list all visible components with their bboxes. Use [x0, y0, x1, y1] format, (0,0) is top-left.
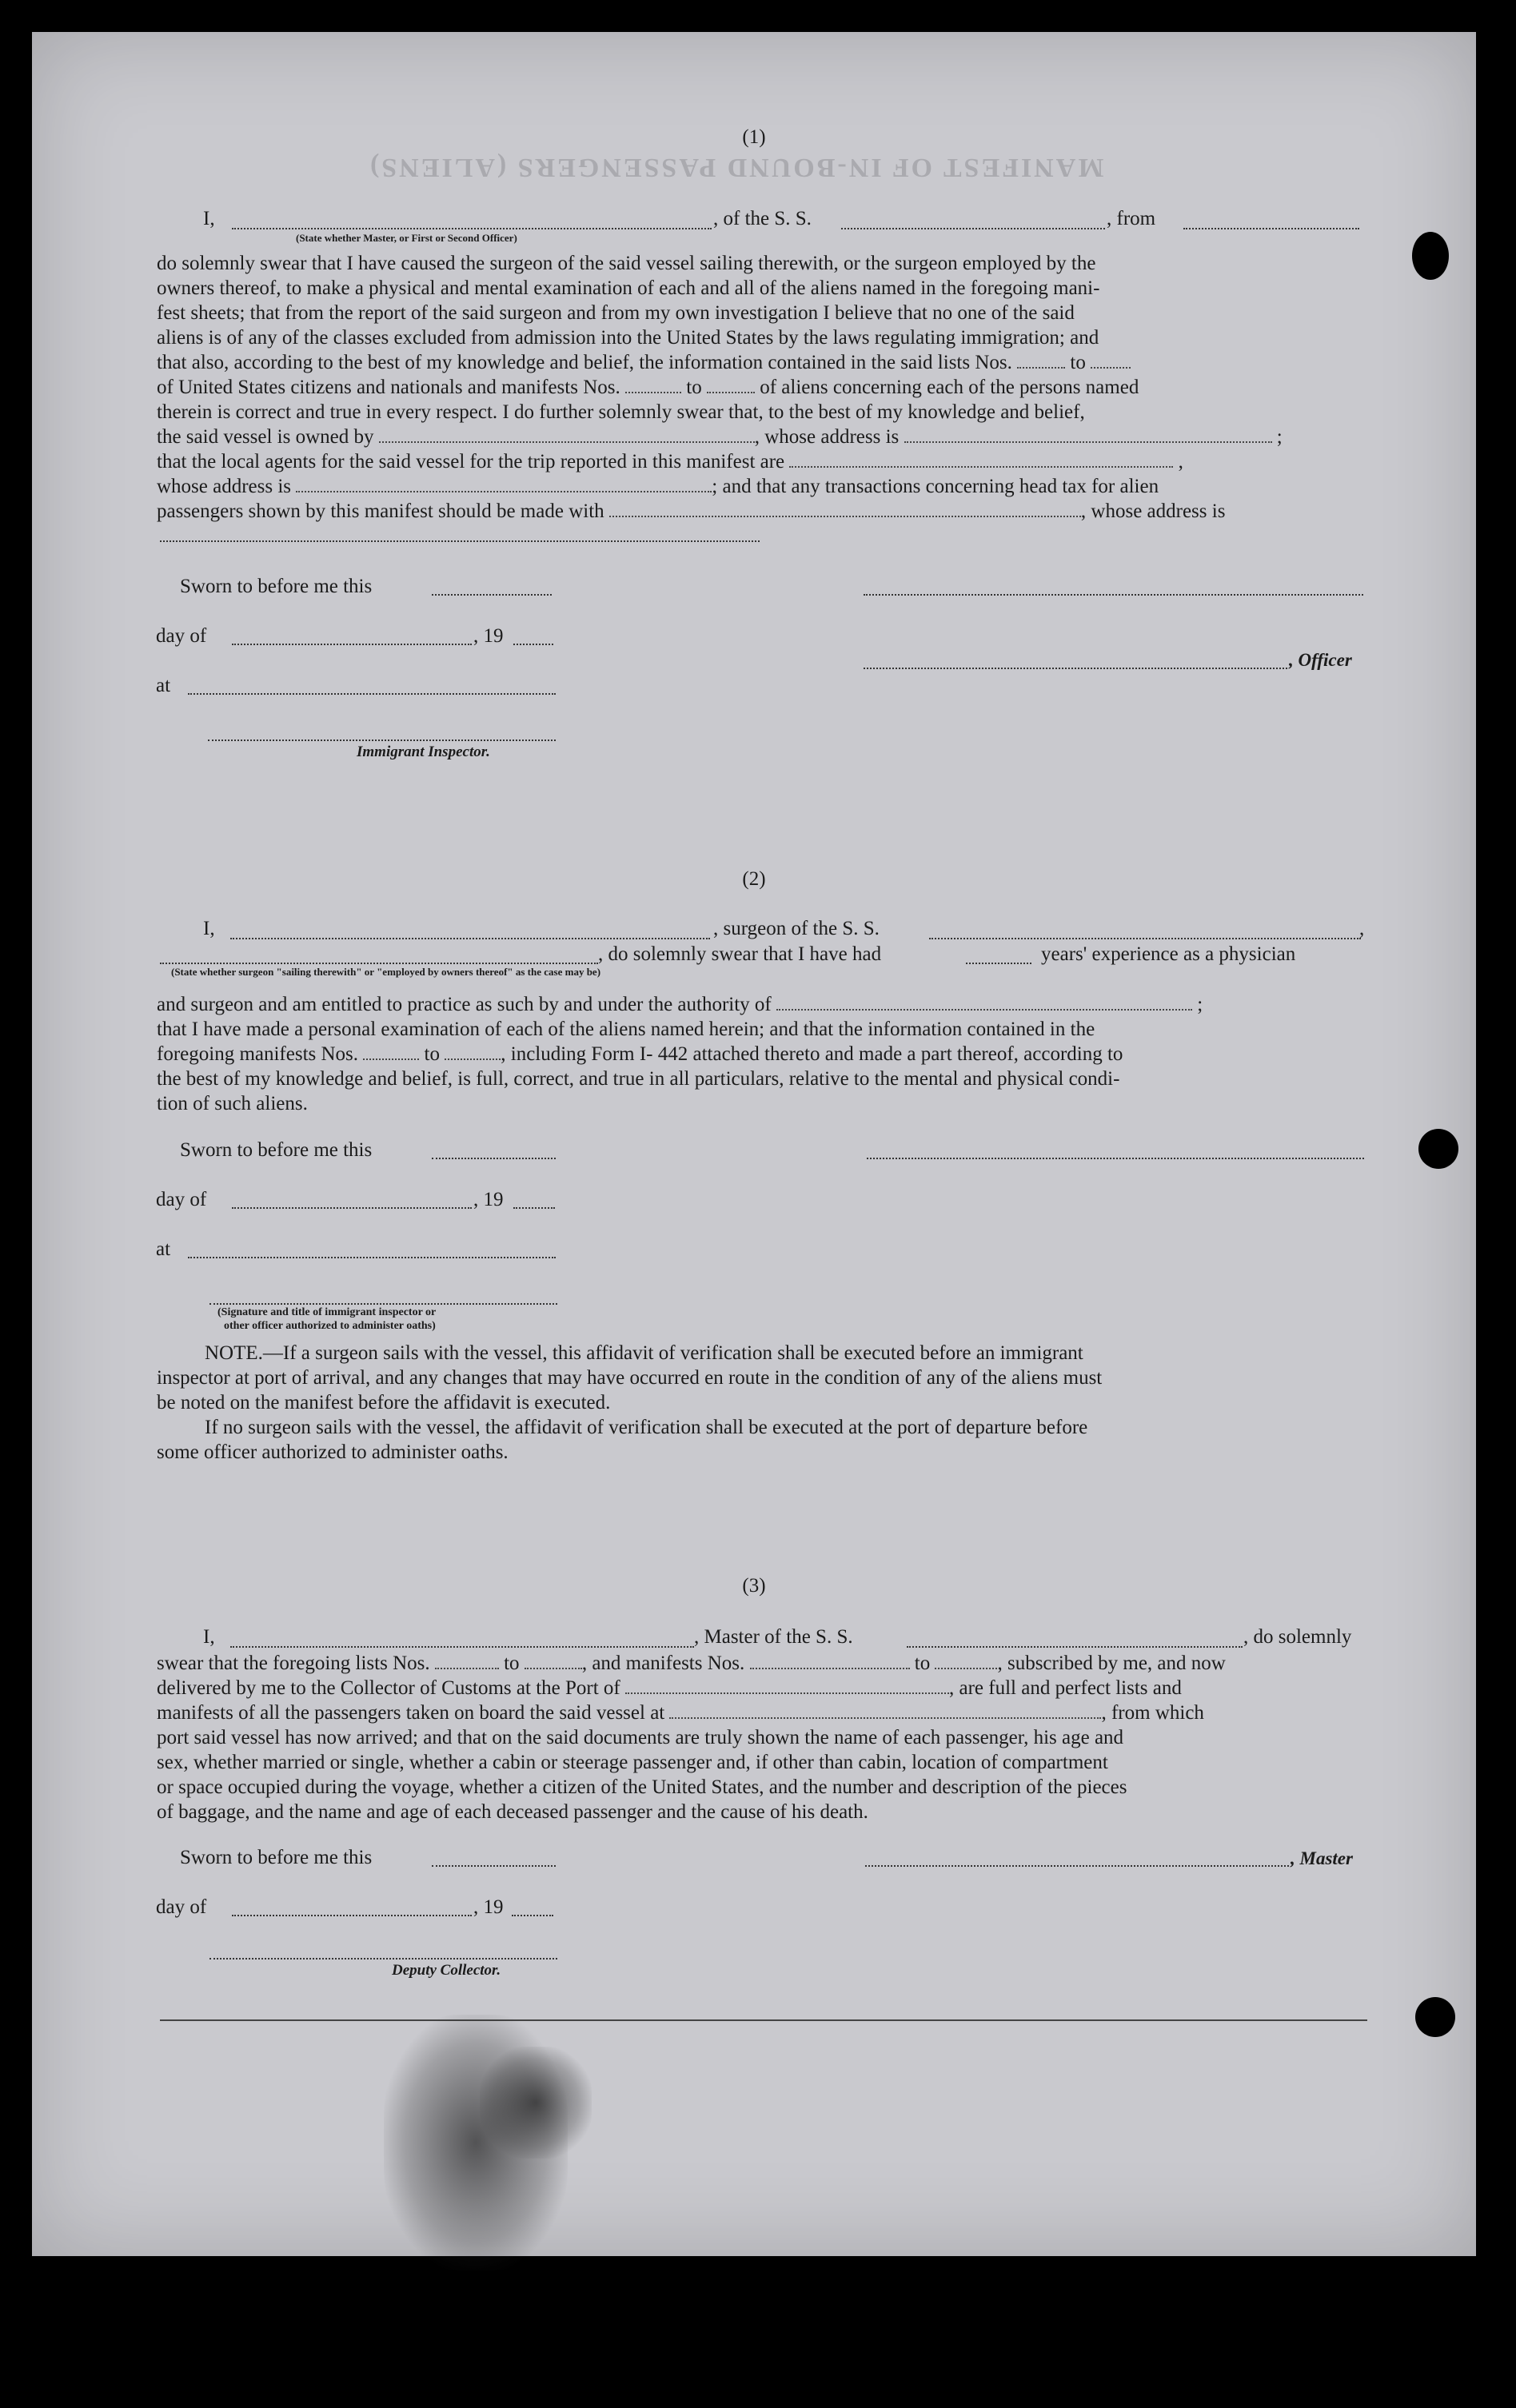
a2-sworn-label: Sworn to before me this — [180, 1139, 373, 1161]
a2-surgeon-signature-blank — [867, 1158, 1364, 1159]
affidavit-2-body — [157, 992, 1366, 1116]
a2-surgeon-name-blank — [230, 938, 710, 939]
punch-hole — [1418, 1129, 1458, 1169]
a1-month-blank — [232, 644, 472, 645]
a2-year-label: , 19 — [473, 1189, 504, 1210]
a2-line1-mid: , surgeon of the S. S. — [713, 918, 880, 939]
a1-line: do solemnly swear that I have caused the surgeon of the said vessel sailing therewith, or the surgeon employed by the — [157, 253, 1096, 274]
a1-from-blank — [1183, 228, 1359, 229]
bleed-through-header: MANIFEST OF IN-BOUND PASSENGERS (ALIENS) — [368, 153, 1104, 182]
a1-line: the said vessel is owned by , whose address is ; — [157, 426, 1283, 448]
a1-year-blank — [513, 644, 553, 645]
a2-year-blank — [513, 1207, 555, 1209]
section-1-heading: (1) — [742, 126, 766, 148]
a3-dayof-label: day of — [156, 1896, 207, 1918]
a3-line: of baggage, and the name and age of each deceased passenger and the cause of his death. — [157, 1801, 868, 1823]
a3-year-blank — [512, 1915, 553, 1916]
a3-collector-label: Deputy Collector. — [392, 1962, 501, 1979]
a1-officer-title-blank — [864, 668, 1287, 669]
ink-smudge — [480, 2047, 592, 2159]
a3-sworn-date-blank — [432, 1865, 556, 1867]
a3-sworn-label: Sworn to before me this — [180, 1847, 373, 1868]
a2-note-line: some officer authorized to administer oaths. — [157, 1441, 509, 1463]
a3-line: delivered by me to the Collector of Customs at the Port of , are full and perfect lists and — [157, 1677, 1182, 1699]
a3-line1-start: I, — [203, 1626, 215, 1648]
a1-line: owners thereof, to make a physical and mental examination of each and all of the aliens named in the foregoing mani- — [157, 277, 1100, 299]
a2-line2-mid: , do solemnly swear that I have had — [598, 943, 882, 965]
a1-address-continuation-blank — [160, 540, 760, 542]
a2-sig-hint-2: other officer authorized to administer oaths) — [224, 1320, 436, 1332]
a2-vessel-blank — [929, 938, 1361, 939]
a1-line1-mid: , of the S. S. — [713, 208, 812, 229]
punch-hole — [1412, 232, 1449, 280]
a2-capacity-blank — [160, 963, 598, 964]
a2-capacity-hint: (State whether surgeon "sailing therewith" or "employed by owners thereof" as the case may be) — [171, 966, 601, 978]
document-page — [32, 32, 1476, 2256]
a2-line: tion of such aliens. — [157, 1093, 308, 1114]
a3-line: port said vessel has now arrived; and that on the said documents are truly shown the name of each passenger, his age and — [157, 1727, 1124, 1748]
a1-dayof-label: day of — [156, 625, 207, 647]
a2-official-signature-blank — [209, 1303, 557, 1305]
a3-line1-mid: , Master of the S. S. — [694, 1626, 853, 1648]
bottom-rule — [160, 2019, 1367, 2021]
a3-master-name-blank — [230, 1646, 694, 1648]
a1-line1-start: I, — [203, 208, 215, 229]
a2-note-line: be noted on the manifest before the affidavit is executed. — [157, 1392, 611, 1413]
a2-at-label: at — [156, 1238, 171, 1260]
a1-inspector-label: Immigrant Inspector. — [357, 744, 490, 760]
a3-master-signature-blank — [865, 1865, 1289, 1867]
section-2-heading: (2) — [742, 868, 766, 890]
a1-line: aliens is of any of the classes excluded from admission into the United States by the laws regulating immigration; and — [157, 327, 1099, 349]
a2-line: that I have made a personal examination of each of the aliens named herein; and that the information contained in the — [157, 1019, 1095, 1040]
a1-inspector-signature-blank — [208, 740, 556, 741]
a1-officer-label: , Officer — [1289, 650, 1352, 670]
a2-line2-end: years' experience as a physician — [1041, 943, 1296, 965]
a2-note-line: NOTE.—If a surgeon sails with the vessel, this affidavit of verification shall be executed before an immigrant — [205, 1342, 1083, 1364]
a1-year-label: , 19 — [473, 625, 504, 647]
a3-master-label: , Master — [1291, 1848, 1353, 1868]
a2-sig-hint-1: (Signature and title of immigrant inspector or — [217, 1306, 437, 1318]
a3-line: sex, whether married or single, whether a cabin or steerage passenger and, if other than cabin, location of compartment — [157, 1752, 1108, 1773]
a2-line1-start: I, — [203, 918, 215, 939]
a1-line: of United States citizens and nationals and manifests Nos. to of aliens concerning each of the persons named — [157, 377, 1139, 398]
a1-sworn-date-blank — [432, 594, 552, 596]
a2-line: and surgeon and am entitled to practice as such by and under the authority of ; — [157, 994, 1203, 1015]
a2-at-place-blank — [188, 1257, 556, 1258]
a2-years-blank — [966, 963, 1031, 964]
a2-note-line: inspector at port of arrival, and any changes that may have occurred en route in the condition of any of the aliens must — [157, 1367, 1103, 1389]
a3-line1-end: , do solemnly — [1243, 1626, 1352, 1648]
a3-month-blank — [232, 1915, 472, 1916]
a2-note-line: If no surgeon sails with the vessel, the affidavit of verification shall be executed at the port of departure before — [205, 1417, 1088, 1438]
a1-line: therein is correct and true in every respect. I do further solemnly swear that, to the best of my knowledge and belief, — [157, 401, 1085, 423]
a3-line: manifests of all the passengers taken on board the said vessel at , from which — [157, 1702, 1204, 1724]
a2-line: the best of my knowledge and belief, is full, correct, and true in all particulars, relative to the mental and physical condi- — [157, 1068, 1120, 1090]
a3-line: swear that the foregoing lists Nos. to , and manifests Nos. to , subscribed by me, and now — [157, 1653, 1226, 1674]
affidavit-3-body — [157, 1651, 1366, 1824]
affidavit-1-body — [157, 251, 1366, 524]
a1-line: fest sheets; that from the report of the said surgeon and from my own investigation I believe that no one of the said — [157, 302, 1075, 324]
a1-line1-end: , from — [1107, 208, 1156, 229]
a1-sworn-label: Sworn to before me this — [180, 576, 373, 597]
a1-officer-name-blank — [232, 228, 712, 229]
a1-line: whose address is ; and that any transactions concerning head tax for alien — [157, 476, 1159, 497]
a2-sworn-date-blank — [432, 1158, 556, 1159]
a1-line: passengers shown by this manifest should be made with , whose address is — [157, 500, 1226, 522]
a1-officer-signature-blank — [864, 594, 1363, 596]
a2-line: foregoing manifests Nos. to , including Form I- 442 attached thereto and made a part thereof, according to — [157, 1043, 1123, 1065]
a1-at-label: at — [156, 675, 171, 696]
section-3-heading: (3) — [742, 1575, 766, 1597]
a2-dayof-label: day of — [156, 1189, 207, 1210]
a2-comma: , — [1359, 918, 1365, 939]
a1-line: that the local agents for the said vessel for the trip reported in this manifest are , — [157, 451, 1183, 472]
a1-at-place-blank — [188, 693, 556, 695]
a3-line: or space occupied during the voyage, whether a citizen of the United States, and the number and description of the pieces — [157, 1776, 1127, 1798]
a3-year-label: , 19 — [473, 1896, 504, 1918]
a3-vessel-blank — [907, 1646, 1243, 1648]
a1-line: that also, according to the best of my knowledge and belief, the information contained in the said lists Nos. to — [157, 350, 1366, 375]
a2-month-blank — [232, 1207, 472, 1209]
a3-collector-signature-blank — [209, 1958, 557, 1959]
a1-line1-hint: (State whether Master, or First or Second Officer) — [296, 232, 517, 244]
a1-vessel-blank — [841, 228, 1105, 229]
punch-hole — [1415, 1997, 1455, 2037]
affidavit-2-note — [157, 1341, 1366, 1465]
